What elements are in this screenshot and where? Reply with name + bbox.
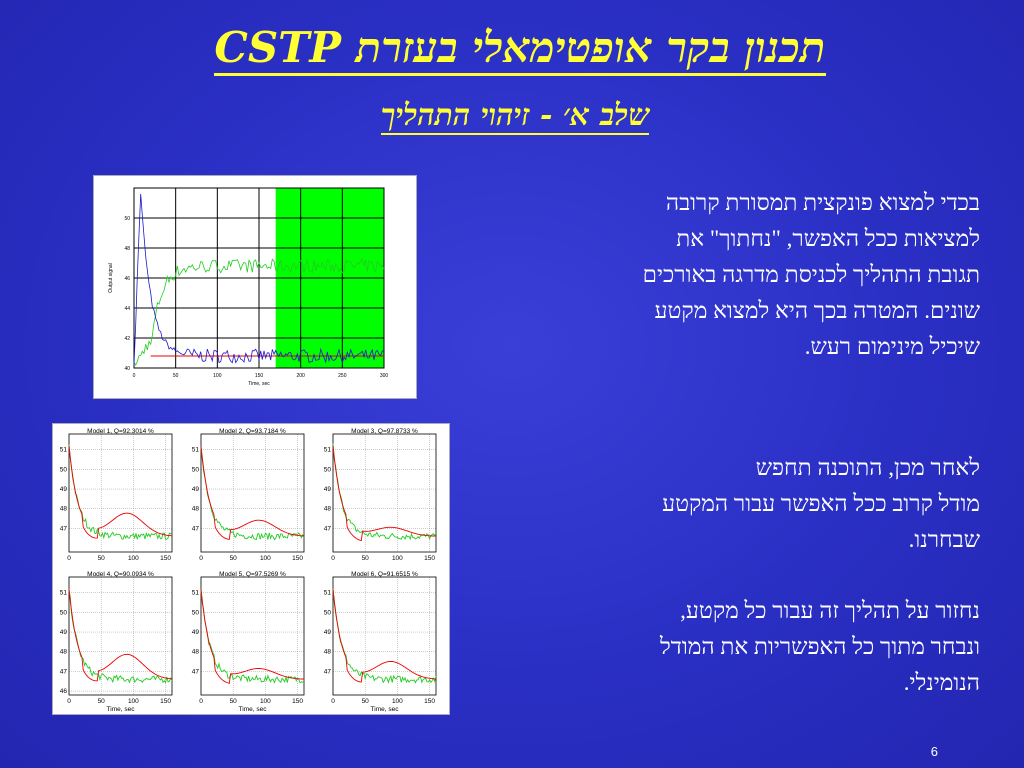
slide-subtitle: שלב א׳ - זיהוי התהליך — [380, 98, 650, 133]
y-tick-label: 51 — [59, 589, 67, 597]
y-tick-label: 42 — [124, 336, 130, 342]
y-tick-label: 47 — [191, 525, 199, 533]
y-tick-label: 50 — [323, 609, 331, 617]
y-tick-label: 49 — [191, 486, 199, 494]
series-line-green — [69, 590, 172, 682]
model-comparison-chart — [53, 424, 449, 714]
x-tick-label: 150 — [424, 555, 435, 562]
y-tick-label: 48 — [323, 648, 331, 656]
model-panel — [192, 428, 304, 562]
y-tick-label: 50 — [59, 609, 67, 617]
x-tick-label: 0 — [67, 698, 71, 705]
series-line-red — [333, 589, 436, 682]
x-tick-label: 50 — [361, 698, 369, 705]
model-comparison-figure — [52, 423, 450, 715]
x-tick-label: 0 — [132, 373, 136, 379]
panel-title: Model 6, Q=91.6515 % — [351, 571, 418, 578]
y-tick-label: 50 — [191, 609, 199, 617]
y-tick-label: 48 — [124, 246, 130, 252]
paragraph-model-search: לאחר מכן, התוכנה תחפש מודל קרוב ככל האפשר עבור המקטע שבחרנו. — [662, 455, 980, 552]
y-tick-label: 49 — [59, 486, 67, 494]
y-tick-label: 51 — [191, 446, 199, 454]
y-tick-label: 50 — [191, 466, 199, 474]
x-tick-label: 200 — [296, 373, 305, 379]
x-axis-label: Time, sec — [106, 706, 135, 713]
y-tick-label: 47 — [59, 668, 67, 676]
y-tick-label: 48 — [191, 648, 199, 656]
panel-title: Model 4, Q=90.0934 % — [87, 571, 154, 578]
x-tick-label: 0 — [331, 555, 335, 562]
y-tick-label: 47 — [323, 525, 331, 533]
y-tick-label: 48 — [191, 505, 199, 513]
y-tick-label: 51 — [59, 446, 67, 454]
y-tick-label: 50 — [59, 466, 67, 474]
y-tick-label: 48 — [323, 505, 331, 513]
series-line-red — [69, 446, 172, 538]
series-line-green — [69, 445, 172, 540]
x-tick-label: 150 — [160, 698, 171, 705]
series-line-green — [333, 589, 436, 683]
y-tick-label: 40 — [124, 366, 130, 372]
model-panel — [324, 571, 436, 713]
model-panel — [60, 428, 172, 562]
series-line-red — [333, 446, 436, 541]
x-tick-label: 50 — [172, 373, 179, 379]
paragraph-repeat: נחזור על תהליך זה עבור כל מקטע, ונבחר מתוך כל האפשריות את המודל הנומינלי. — [660, 598, 980, 695]
x-tick-label: 50 — [361, 555, 369, 562]
y-tick-label: 51 — [323, 589, 331, 597]
x-tick-label: 100 — [213, 373, 222, 379]
y-tick-label: 49 — [59, 629, 67, 637]
paragraph-intro: בכדי למצוא פונקצית תמסורת קרובה למציאות ככל האפשר, "נחתוך" את תגובת התהליך לכניסת מדרגה באורכים שונים. המטרה בכך היא למצוא מקטע שיכיל מינימום רעש. — [642, 190, 980, 359]
x-axis-label: Time, sec — [238, 706, 267, 713]
y-tick-label: 51 — [191, 589, 199, 597]
model-panel — [192, 571, 304, 713]
y-tick-label: 46 — [59, 688, 67, 696]
x-tick-label: 100 — [127, 698, 139, 705]
y-tick-label: 49 — [323, 629, 331, 637]
series-line-green — [201, 447, 304, 539]
panel-title: Model 3, Q=97.8733 % — [351, 428, 418, 435]
y-tick-label: 49 — [191, 629, 199, 637]
x-tick-label: 50 — [229, 698, 237, 705]
y-axis-label: Output signal — [108, 263, 114, 293]
series-line-red — [201, 589, 304, 684]
series-line-red — [69, 589, 172, 681]
x-tick-label: 100 — [391, 698, 403, 705]
y-tick-label: 50 — [323, 466, 331, 474]
x-axis-label: Time, sec — [370, 706, 399, 713]
x-tick-label: 100 — [259, 698, 271, 705]
x-tick-label: 100 — [391, 555, 403, 562]
model-panel — [60, 571, 172, 713]
x-tick-label: 150 — [424, 698, 435, 705]
slide-title: תכנון בקר אופטימאלי בעזרת CSTP — [100, 22, 940, 74]
y-tick-label: 50 — [124, 216, 130, 222]
series-line-red — [201, 446, 304, 540]
page-number: 6 — [930, 744, 938, 759]
y-tick-label: 44 — [124, 306, 130, 312]
model-panel — [324, 428, 436, 562]
step-response-figure — [93, 175, 417, 399]
y-tick-label: 48 — [59, 505, 67, 513]
x-tick-label: 50 — [97, 555, 105, 562]
x-tick-label: 50 — [229, 555, 237, 562]
x-tick-label: 150 — [292, 698, 303, 705]
x-tick-label: 50 — [97, 698, 105, 705]
y-tick-label: 48 — [59, 648, 67, 656]
x-tick-label: 100 — [127, 555, 139, 562]
x-tick-label: 100 — [259, 555, 271, 562]
x-tick-label: 150 — [254, 373, 264, 379]
y-tick-label: 51 — [323, 446, 331, 454]
x-tick-label: 0 — [199, 698, 203, 705]
y-tick-label: 47 — [323, 668, 331, 676]
y-tick-label: 46 — [124, 276, 130, 282]
panel-title: Model 2, Q=93.7184 % — [219, 428, 286, 435]
x-tick-label: 250 — [338, 373, 347, 379]
series-line-green — [333, 443, 436, 539]
step-response-chart — [94, 176, 416, 398]
x-tick-label: 300 — [379, 373, 389, 379]
x-tick-label: 150 — [160, 555, 171, 562]
x-axis-label: Time, sec — [248, 381, 270, 387]
panel-title: Model 5, Q=97.5269 % — [219, 571, 286, 578]
x-tick-label: 0 — [67, 555, 71, 562]
x-tick-label: 0 — [199, 555, 203, 562]
y-tick-label: 49 — [323, 486, 331, 494]
y-tick-label: 47 — [191, 668, 199, 676]
panel-title: Model 1, Q=92.3014 % — [87, 428, 154, 435]
y-tick-label: 47 — [59, 525, 67, 533]
x-tick-label: 0 — [331, 698, 335, 705]
x-tick-label: 150 — [292, 555, 303, 562]
